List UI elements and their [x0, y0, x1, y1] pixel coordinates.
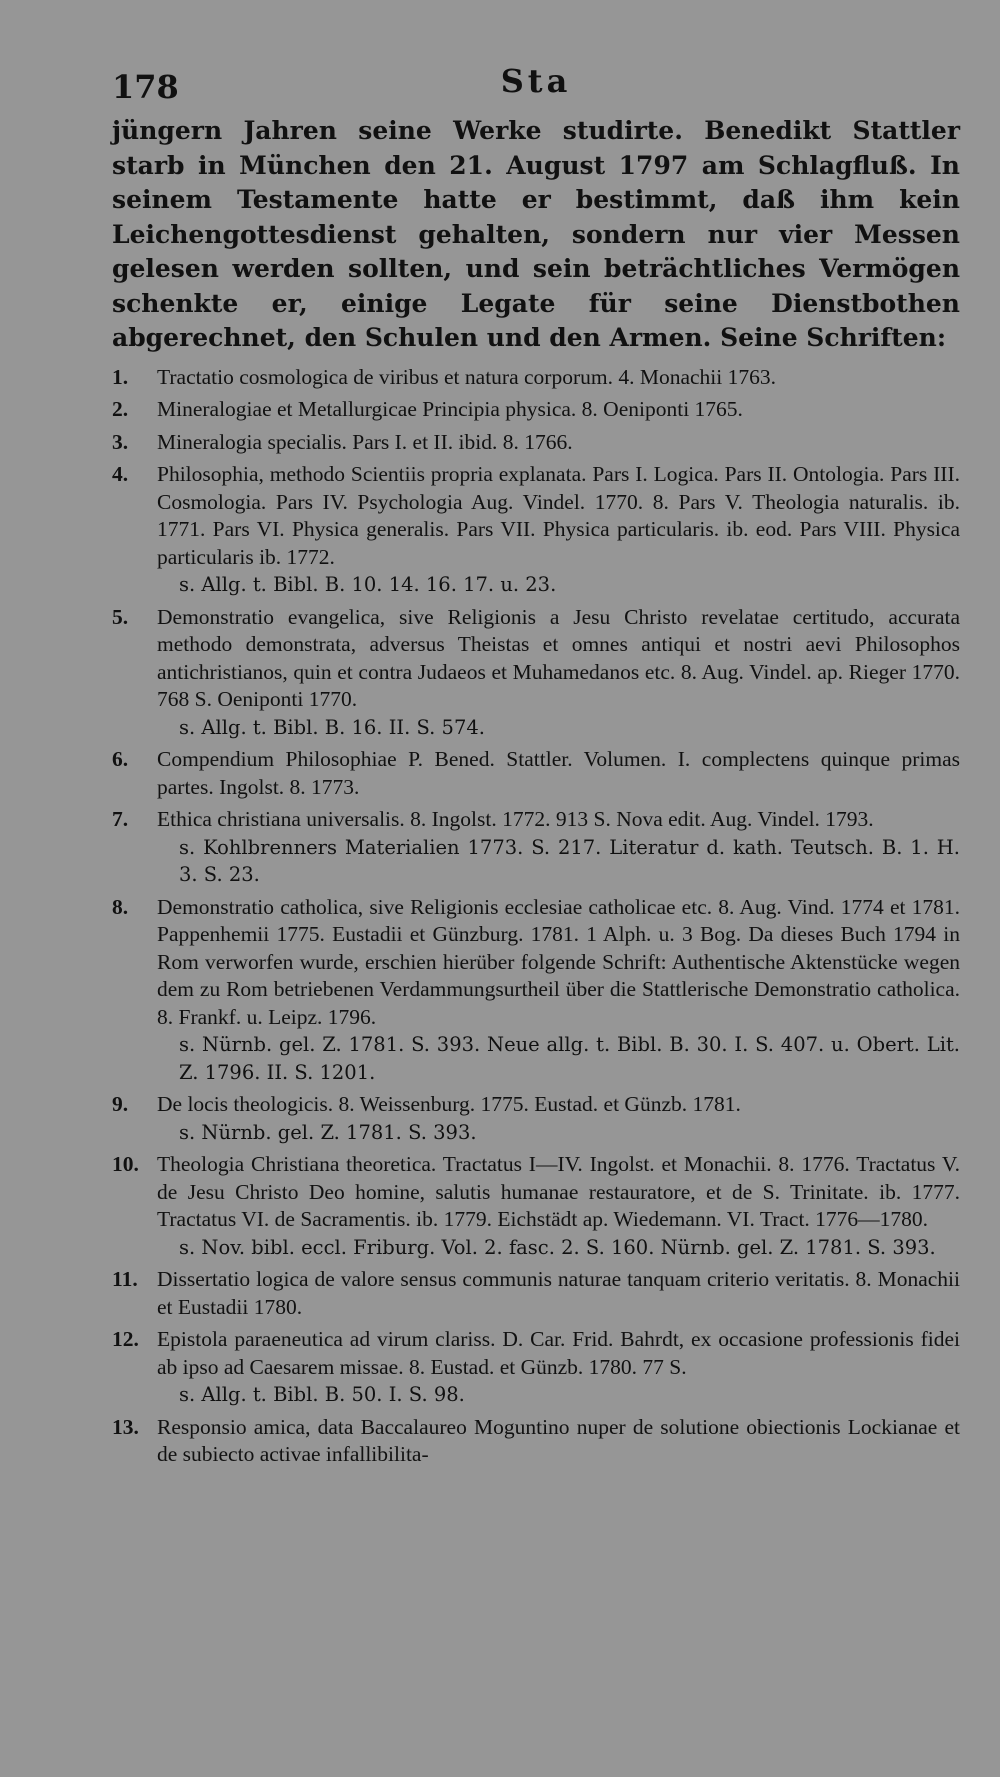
entry-text: Responsio amica, data Baccalaureo Moguntino nuper de solutione obiectionis Lockianae et de subiecto activae infallibilita- [157, 1414, 960, 1466]
entry-number: 4. [112, 462, 129, 486]
entry-number: 10. [112, 1152, 139, 1176]
entry-text: Compendium Philosophiae P. Bened. Stattler. Volumen. I. complectens quinque primas partes. Ingolst. 8. 1773. [157, 747, 960, 799]
entry-number: 5. [112, 604, 129, 629]
bibliography-entry [112, 1414, 960, 1469]
entry-text: Mineralogia specialis. Pars I. et II. ibid. 8. 1766. [157, 429, 573, 454]
bibliography-entry [112, 1151, 960, 1261]
entry-number: 7. [112, 807, 129, 831]
entry-text: De locis theologicis. 8. Weissenburg. 1775. Eustad. et Günzb. 1781. [157, 1092, 741, 1116]
entry-reference: s. Kohlbrenners Materialien 1773. S. 217. Literatur d. kath. Teutsch. B. 1. H. 3. S. 23. [179, 835, 960, 886]
entry-text: Philosophia, methodo Scientiis propria explanata. Pars I. Logica. Pars II. Ontologia. Pars III. Cosmologia. Pars IV. Psychologia Aug. Vindel. 1770. 8. Pars V. Theologia naturalis. ib. 1771. Pars VI. Physica generalis. Pars VII. Physica particularis. ib. eod. Pars VIII. Physica particularis ib. 1772. [157, 462, 960, 569]
entry-number: 11. [112, 1267, 138, 1291]
entry-text: Dissertatio logica de valore sensus communis naturae tanquam criterio veritatis. 8. Monachii et Eustadii 1780. [157, 1267, 960, 1319]
entry-reference: s. Allg. t. Bibl. B. 16. II. S. 574. [179, 715, 485, 739]
entry-text: Mineralogiae et Metallurgicae Principia physica. 8. Oeniponti 1765. [157, 397, 743, 421]
entry-number: 2. [112, 397, 129, 421]
entry-number: 1. [112, 364, 129, 389]
entry-reference: s. Allg. t. Bibl. B. 50. I. S. 98. [179, 1383, 465, 1406]
intro-paragraph [112, 114, 960, 356]
entry-number: 3. [112, 429, 129, 454]
bibliography-entry [112, 1091, 960, 1146]
bibliography-entry [112, 604, 960, 742]
entry-reference: s. Nürnb. gel. Z. 1781. S. 393. [179, 1120, 477, 1144]
bibliography-entry [112, 806, 960, 889]
entry-reference: s. Nov. bibl. eccl. Friburg. Vol. 2. fasc. 2. S. 160. Nürnb. gel. Z. 1781. S. 393. [179, 1235, 936, 1259]
bibliography-entry [112, 1266, 960, 1321]
entry-text: Epistola paraeneutica ad virum clariss. D. Car. Frid. Bahrdt, ex occasione professionis fidei ab ipso ad Caesarem missae. 8. Eustad. et Günzb. 1780. 77 S. [157, 1327, 960, 1379]
entry-reference: s. Allg. t. Bibl. B. 10. 14. 16. 17. u. 23. [179, 573, 557, 596]
bibliography-list [112, 364, 960, 1469]
bibliography-entry [112, 429, 960, 457]
bibliography-entry [112, 364, 960, 392]
bibliography-entry [112, 894, 960, 1087]
bibliography-entry [112, 461, 960, 599]
bibliography-entry [112, 396, 960, 424]
bibliography-entry [112, 1326, 960, 1409]
entry-number: 6. [112, 747, 129, 771]
running-head: Sta [500, 62, 572, 100]
entry-text: Demonstratio evangelica, sive Religionis a Jesu Christo revelatae certitudo, accurata methodo demonstrata, adversus Theistas et omnes antiqui et nostri aevi Philosophos antichristianos, quin et contra Judaeos et Muhamedanos etc. 8. Aug. Vindel. ap. Rieger 1770. 768 S. Oeniponti 1770. [157, 604, 960, 711]
entry-number: 12. [112, 1327, 139, 1351]
entry-text: Tractatio cosmologica de viribus et natura corporum. 4. Monachii 1763. [157, 364, 776, 389]
entry-number: 8. [112, 894, 129, 919]
entry-reference: s. Nürnb. gel. Z. 1781. S. 393. Neue allg. t. Bibl. B. 30. I. S. 407. u. Obert. Lit. Z. 1796. II. S. 1201. [179, 1033, 960, 1084]
entry-text: Ethica christiana universalis. 8. Ingolst. 1772. 913 S. Nova edit. Aug. Vindel. 1793. [157, 807, 874, 831]
entry-text: Demonstratio catholica, sive Religionis ecclesiae catholicae etc. 8. Aug. Vind. 1774 et 1781. Pappenhemii 1775. Eustadii et Günzburg. 1781. 1 Alph. u. 3 Bog. Da dieses Buch 1794 in Rom verworfen wurde, erschien hierüber folgende Schrift: Authentische Aktenstücke wegen dem zu Rom betriebenen Verdammungsurtheil über die Stattlerische Demonstratio catholica. 8. Frankf. u. Leipz. 1796. [157, 894, 960, 1029]
entry-number: 9. [112, 1092, 129, 1116]
page-number: 178 [112, 68, 179, 106]
page-header [112, 62, 960, 112]
intro-text: jüngern Jahren seine Werke studirte. Benedikt Stattler starb in München den 21. August 1797 am Schlagfluß. In seinem Testamente hatte er bestimmt, daß ihm kein Leichengottesdienst gehalten, sondern nur vier Messen gelesen werden sollten, und sein beträchtliches Vermögen schenkte er, einige Legate für seine Dienstbothen abgerechnet, den Schulen und den Armen. Seine Schriften: [112, 116, 960, 352]
entry-text: Theologia Christiana theoretica. Tractatus I—IV. Ingolst. et Monachii. 8. 1776. Tractatus V. de Jesu Christo Deo homine, salutis humanae restauratore, et de S. Trinitate. ib. 1777. Tractatus VI. de Sacramentis. ib. 1779. Eichstädt ap. Wiedemann. VI. Tract. 1776—1780. [157, 1152, 960, 1231]
bibliography-entry [112, 746, 960, 801]
entry-number: 13. [112, 1414, 139, 1439]
